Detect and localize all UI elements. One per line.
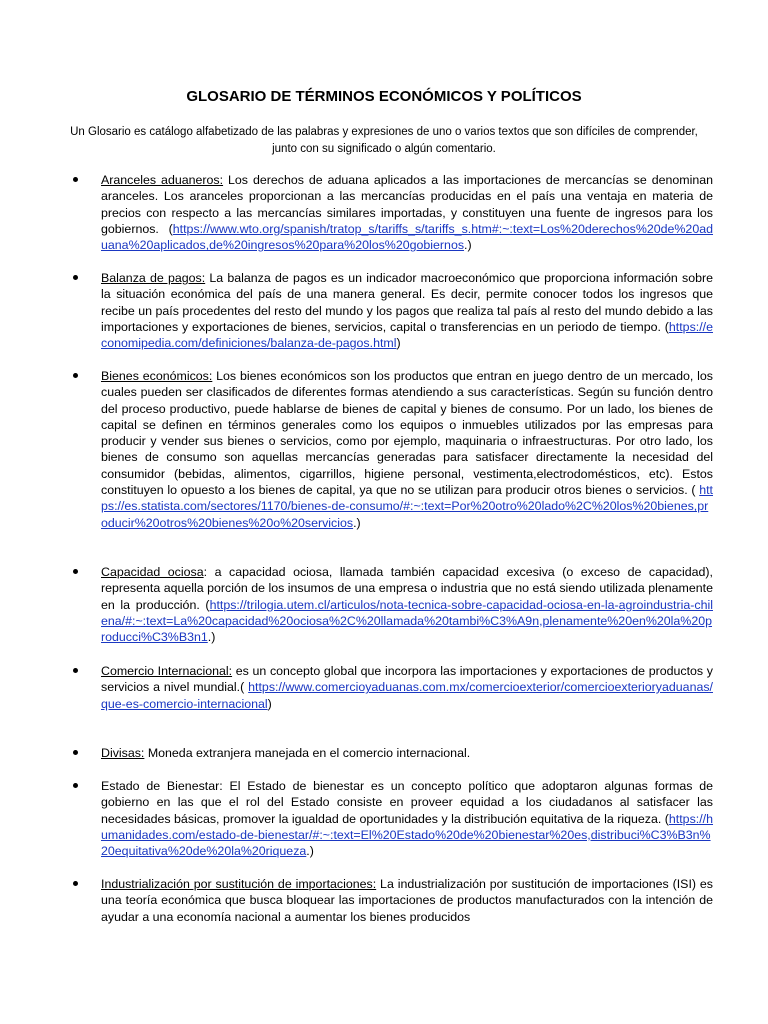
bullet-icon: [73, 668, 78, 673]
bullet-icon: [73, 177, 78, 182]
item-closing: .): [207, 630, 216, 645]
item-term: Divisas:: [101, 746, 145, 760]
item-closing: ): [267, 696, 272, 711]
item-source-link[interactable]: https://trilogia.utem.cl/articulos/nota-tecnica-sobre-capacidad-ociosa-en-la-agroindustria-chilena/#:~:text=La%20capacidad%20ociosa%2C%20llamada%20tambi%C3%A9n,plenamente%20en%20la%20producci%C3%B3n1: [101, 597, 713, 645]
item-definition: Los derechos de aduana aplicados a las importaciones de mercancías se denominan aranceles. Los aranceles proporcionan a las mercancías producidas en el país una ventaja en materia de precios con respecto a las mercancías similares importadas, y constituyen una fuente de ingresos para los gobiernos. (: [101, 173, 714, 236]
item-source-link[interactable]: https://www.comercioyaduanas.com.mx/comercioexterior/comercioexterioryaduanas/que-es-comercio-internacional: [101, 680, 713, 711]
item-closing: .): [353, 515, 361, 530]
item-text: [101, 663, 713, 712]
item-closing: ): [396, 336, 401, 351]
item-text: [101, 368, 713, 531]
item-definition: Estado de Bienestar: El Estado de bienestar es un concepto político que adoptaron algunas formas de gobierno en las que el rol del Estado consiste en proveer equidad a los ciudadanos al satisfacer las necesidades básicas, promover la igualdad de oportunidades y la distribución equitativa de la riqueza. (: [101, 779, 713, 826]
item-term: Industrialización por sustitución de importaciones:: [101, 877, 377, 891]
item-source-link[interactable]: https://economipedia.com/definiciones/balanza-de-pagos.html: [101, 319, 713, 351]
item-text: [101, 778, 713, 859]
intro-paragraph: Un Glosario es catálogo alfabetizado de las palabras y expresiones de uno o varios textos que son difíciles de comprender, junto con su significado o algún comentario.: [70, 126, 698, 155]
bullet-icon: [73, 783, 78, 788]
item-definition: Moneda extranjera manejada en el comercio internacional.: [144, 746, 471, 760]
item-term: Comercio Internacional:: [101, 664, 233, 678]
bullet-icon: [73, 373, 78, 378]
item-term: Balanza de pagos:: [101, 271, 206, 285]
item-term: Capacidad ociosa: [101, 565, 204, 579]
item-closing: .): [306, 844, 314, 859]
item-definition: La industrialización por sustitución de importaciones (ISI) es una teoría económica que busca bloquear las importaciones de productos manufacturados con la intención de ayudar a una economía nacional a aumentar los bienes producidos: [101, 877, 713, 924]
item-closing: .): [464, 238, 472, 253]
item-text: [101, 876, 713, 925]
item-text: [101, 172, 713, 253]
bullet-icon: [73, 275, 78, 280]
item-text: [101, 270, 713, 351]
item-source-link[interactable]: https://www.wto.org/spanish/tratop_s/tariffs_s/tariffs_s.htm#:~:text=Los%20derechos%20de%20aduana%20aplicados,de%20ingresos%20para%20los%20gobiernos: [101, 221, 713, 253]
item-term: Aranceles aduaneros:: [101, 173, 224, 187]
bullet-icon: [73, 569, 78, 574]
page-title: GLOSARIO DE TÉRMINOS ECONÓMICOS Y POLÍTICOS: [186, 88, 582, 105]
item-term: Bienes económicos:: [101, 369, 213, 383]
item-text: [101, 745, 713, 761]
item-definition: Los bienes económicos son los productos que entran en juego dentro de un mercado, los cuales pueden ser clasificados de diferentes formas atendiendo a sus características. Según su función dentro del proceso productivo, puede hablarse de bienes de capital y bienes de consumo. Por un lado, los bienes de capital se definen en términos generales como los equipos o inmuebles utilizados por las empresas para producir y vender sus bienes o servicios, como por ejemplo, maquinaria o infraestructuras. Por otro lado, los bienes de consumo son aquellas mercancías generadas para satisfacer directamente la necesidad del consumidor (bebidas, alimentos, cigarrillos, higiene personal, vestimenta,electrodomésticos, etc). Estos constituyen lo opuesto a los bienes de capital, ya que no se utilizan para producir otros bienes o servicios. (: [101, 369, 713, 498]
item-definition: es un concepto global que incorpora las importaciones y exportaciones de productos y servicios a nivel mundial.(: [101, 664, 713, 695]
item-text: [101, 564, 713, 645]
bullet-icon: [73, 881, 78, 886]
item-definition: La balanza de pagos es un indicador macroeconómico que proporciona información sobre la situación económica del país de una manera general. Es decir, permite conocer todos los ingresos que recibe un país procedentes del resto del mundo y los pagos que realiza tal país al resto del mundo debido a las importaciones y exportaciones de bienes, servicios, capital o transferencias en un periodo de tiempo. (: [101, 271, 713, 334]
bullet-icon: [73, 750, 78, 755]
item-source-link[interactable]: https://humanidades.com/estado-de-bienestar/#:~:text=El%20Estado%20de%20bienestar%20es,distribuci%C3%B3n%20equitativa%20de%20la%20riqueza: [101, 811, 713, 859]
item-definition: : a capacidad ociosa, llamada también capacidad excesiva (o exceso de capacidad), representa aquella porción de los insumos de una empresa o industria que no está siendo utilizada plenamente en la producción. (: [101, 565, 713, 612]
item-source-link[interactable]: https://es.statista.com/sectores/1170/bienes-de-consumo/#:~:text=Por%20otro%20lado%2C%20los%20bienes,producir%20otros%20bienes%20o%20servicios: [101, 483, 713, 530]
